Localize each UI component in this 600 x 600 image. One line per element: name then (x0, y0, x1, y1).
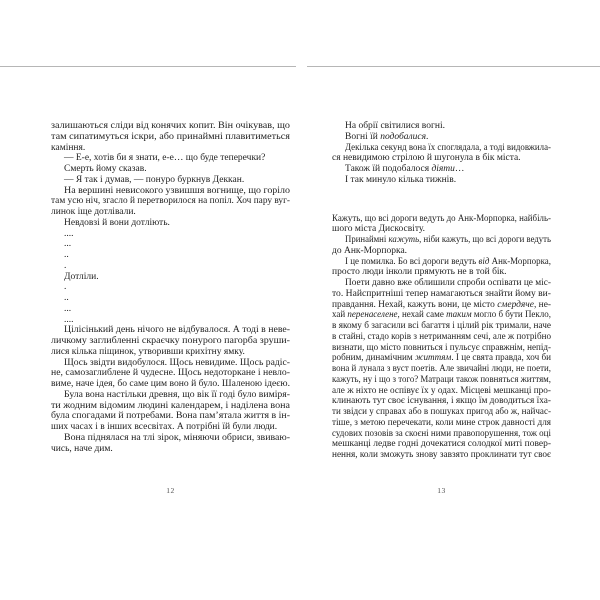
text-line: . (64, 260, 67, 271)
text-line: ... (64, 239, 72, 250)
text-line: Також їй подобалося діяти… (345, 164, 465, 174)
text-line: була спогадами й потребами. Вона пам’ятала життя в ін- (51, 411, 290, 422)
text-line: в якому б загасили всі багаття і цілий рік тримали, наче (332, 321, 551, 331)
page-number-left: 12 (166, 486, 175, 495)
page-top-edge-right (307, 66, 600, 67)
text-line: ших часах і в інших всесвітах. А потрібні їй були люди. (51, 422, 278, 432)
text-line: то. Найспритніші тепер намагаються знайти йому ви- (332, 288, 551, 299)
text-line: . (64, 282, 67, 293)
text-line: хай перенаселене, нехай саме таким могло б бути Пекло, (332, 310, 551, 321)
page-top-edge-left (0, 66, 296, 67)
text-line: вона й лунала з вуст поетів. Але звичайні люди, не поети, (332, 364, 551, 374)
text-line: Була вона настільки древня, що вік її годі було виміря- (64, 389, 290, 400)
text-line: Декілька секунд вона їх споглядала, а тоді видовжила- (345, 142, 551, 153)
text-line: Дотліли. (64, 271, 99, 282)
text-line: кажуть, ну і що з того? Матраци також повняться життям, (332, 374, 551, 385)
text-line: На обрії світилися вогні. (345, 121, 445, 131)
text-line: І це помилка. Бо всі дороги ведуть від Анк-Морпорка, (345, 256, 551, 267)
text-line: — Я так і думав, — понуро буркнув Деккан. (64, 174, 245, 185)
text-line: нення, коли зможуть знову завзято проклинати тут своє (332, 450, 551, 460)
page-13-text (332, 121, 551, 461)
text-line: Кажуть, що всі дороги ведуть до Анк-Морпорка, найбіль- (332, 213, 551, 224)
text-line: ти жодним відомим людині календарем, і наділена вона (51, 400, 290, 411)
text-line: І так минуло кілька тижнів. (345, 174, 457, 185)
text-line: чись, наче дим. (51, 443, 113, 454)
text-line: лися кілька піщинок, утворивши крихітну ямку. (51, 346, 245, 357)
text-line: — Е-е, хотів би я знати, е-е… що буде теперечки? (64, 153, 266, 164)
text-line: линок іще дотлівали. (51, 207, 136, 217)
text-line: .. (64, 250, 69, 260)
text-line: шого міста Дискосвіту. (332, 224, 426, 235)
text-line: до Анк-Морпорка. (332, 245, 408, 256)
section-break (332, 186, 551, 214)
text-line: Цілісінький день нічого не відбувалося. А тоді в неве- (64, 325, 290, 336)
page-12-text (51, 121, 290, 454)
text-line: ти звідси у справах або в пошуках пригод або ж, найчас- (332, 407, 551, 417)
text-line: в стайні, стадо корів з нетриманням сечі, але ж потрібно (332, 331, 551, 342)
text-line: виме, наче ідея, бо саме цим воно й було. Шаленою ідеєю. (51, 379, 290, 389)
text-line: залишаються сліди від конячих копит. Він очікував, що (51, 121, 290, 131)
text-line: Вона піднялася на тлі зірок, міняючи обриси, звиваю- (64, 432, 290, 443)
text-line: Принаймні кажуть, ніби кажуть, що всі дороги ведуть (345, 235, 551, 245)
text-line: визнати, що місто повниться і пульсує справжнім, непід- (332, 342, 551, 353)
page-number-right: 13 (437, 486, 446, 495)
text-line: там усю ніч, згасло й перетворилося на попіл. Хоч пару вуг- (51, 196, 290, 207)
text-line: Невдовзі й вони дотліють. (64, 217, 170, 228)
text-line: правдання. Нехай, кажуть вони, це місто смердяче, не- (332, 299, 551, 310)
text-line: тіше, з метою перечекати, коли мине строк давності для (332, 417, 551, 428)
text-line: мешканці ледве годні дочекатися солодкої миті повер- (332, 439, 551, 450)
text-line: каміння. (51, 142, 86, 153)
text-line: .. (64, 293, 69, 303)
text-line: .... (64, 228, 74, 239)
text-line: клинають тут своє існування, і якщо їм доводиться їха- (332, 396, 551, 407)
text-line: але ж ніхто не оспівує їх у одах. Місцеві мешканці про- (332, 385, 551, 396)
text-line: Щось звідти видобулося. Щось невидиме. Щось радіс- (64, 357, 290, 368)
text-line: там сипатимуться іскри, або принаймні плавитиметься (51, 131, 290, 142)
text-line: Смерть йому сказав. (64, 164, 147, 174)
text-line: ся невидимою стрілою й шугонула в бік міста. (332, 153, 521, 164)
text-line: просто люди інколи прямують не в той бік. (332, 267, 507, 278)
text-line: судових позовів за скоєні ними правопорушення, тож оці (332, 428, 551, 439)
text-line: .... (64, 314, 74, 325)
text-line: не, самозаглиблене й чудесне. Щось недоторкане і невло- (51, 368, 290, 379)
text-line: Вогні їй подобалися. (345, 131, 429, 142)
text-line: Поети давно вже облишили спроби оспівати це міс- (345, 278, 551, 288)
text-line: На вершині невисокого узвишшя вогнище, що горіло (64, 185, 290, 196)
text-line: ... (64, 303, 72, 314)
text-line: робним, динамічним життям. І це свята правда, хоч би (332, 353, 551, 364)
text-line: личкому заглибленні скраєчку понурого пагорба зруши- (51, 336, 290, 346)
